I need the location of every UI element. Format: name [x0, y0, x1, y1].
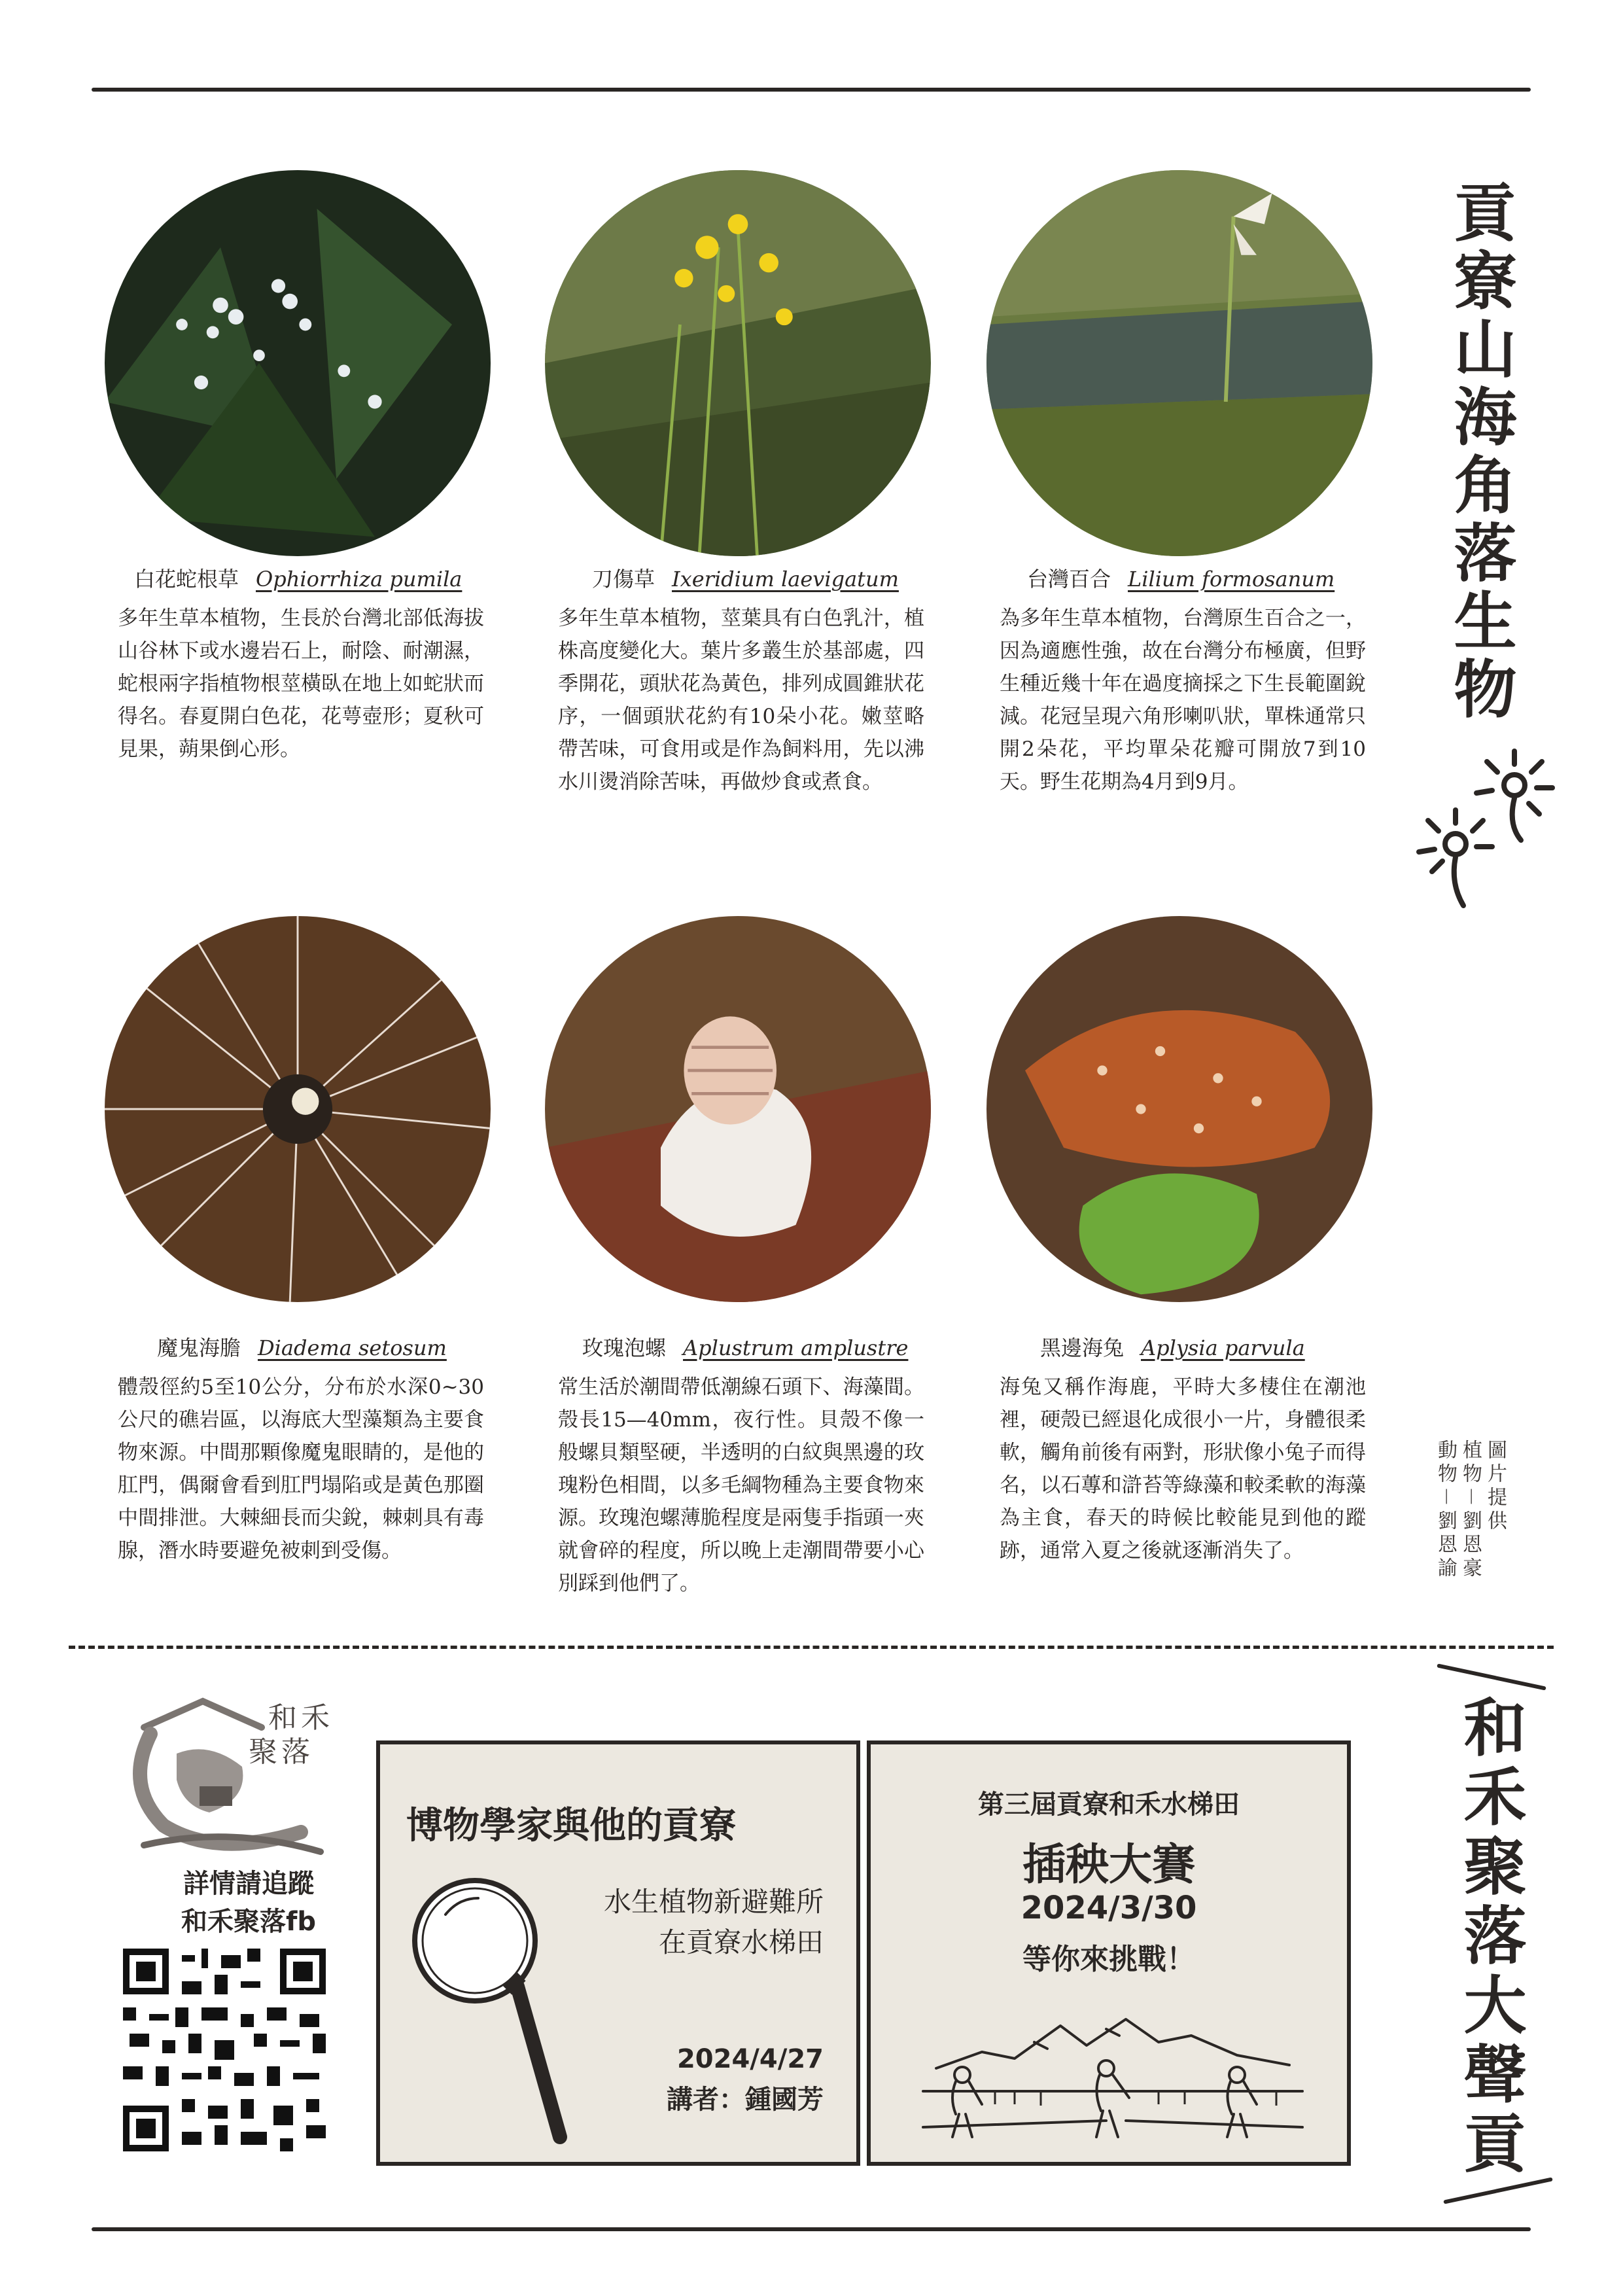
event2-date: 2024/3/30 — [1021, 1890, 1197, 1926]
flower-icon — [1416, 746, 1573, 916]
species-name-zh: 刀傷草 — [592, 567, 655, 592]
event1-speaker: 講者：鍾國芳 — [667, 2085, 824, 2115]
species-name-zh: 白花蛇根草 — [134, 567, 239, 592]
event1-details — [667, 2039, 824, 2120]
species-name-sci: Aplysia parvula — [1141, 1335, 1305, 1360]
desc-diadema: 體殼徑約5至10公分，分布於水深0~30公尺的礁岩區，以海底大型藻類為主要食物來源。中間那顆像魔鬼眼睛的，是他的肛門，偶爾會看到肛門塌陷或是黃色那圈中間排泄。大棘細長而尖銳，棘刺具有毒腺，潛水時要避免被刺到受傷。 — [118, 1375, 484, 1563]
event2-line1: 第三屆貢寮和禾水梯田 — [978, 1790, 1240, 1820]
desc-ophiorrhiza: 多年生草本植物，生長於台灣北部低海拔山谷林下或水邊岩石上，耐陰、耐潮濕，蛇根兩字指植物根莖橫臥在地上如蛇狀而得名。春夏開白色花，花萼壺形；夏秋可見果，蒴果倒心形。 — [118, 607, 484, 761]
desc-aplustrum: 常生活於潮間帶低潮線石頭下、海藻間。殼長15—40mm，夜行性。貝殼不像一般螺貝類堅硬，半透明的白紋與黑邊的玫瑰粉色相間，以多毛綱物種為主要食物來源。玫瑰泡螺薄脆程度是兩隻手指頭一夾就會碎的程度，所以晚上走潮間帶要小心別踩到他們了。 — [558, 1375, 924, 1595]
follow-line1: 詳情請追蹤 — [183, 1869, 314, 1899]
bottom-rule — [92, 2227, 1531, 2231]
photo-aplysia — [986, 916, 1372, 1302]
photo-ophiorrhiza — [105, 170, 491, 556]
caption-diadema — [157, 1332, 447, 1362]
qr-code[interactable] — [116, 1942, 332, 2158]
event2-line4: 等你來挑戰！ — [1022, 1943, 1195, 1976]
event1-sub2: 在貢寮水梯田 — [658, 1926, 824, 1958]
desc-aplysia: 海兔又稱作海鹿，平時大多棲住在潮池裡，硬殼已經退化成很小一片，身體很柔軟，觸角前後有兩對，形狀像小兔子而得名，以石蓴和滸苔等綠藻和較柔軟的海藻為主食，春天的時候比較能見到他的蹤跡，通常入夏之後就逐漸消失了。 — [1000, 1375, 1366, 1563]
photo-ixeridium — [545, 170, 931, 556]
rice-farming-illustration — [910, 2006, 1316, 2150]
species-name-zh: 黑邊海兔 — [1040, 1335, 1125, 1360]
follow-text — [164, 1865, 334, 1941]
event2-title: 插秧大賽 — [1022, 1839, 1195, 1890]
species-name-zh: 台灣百合 — [1027, 567, 1111, 592]
photo-credits — [1433, 1439, 1507, 1581]
logo-text-line1: 和禾 — [268, 1701, 334, 1735]
species-name-zh: 玫瑰泡螺 — [582, 1335, 667, 1360]
caption-ixeridium — [592, 563, 899, 593]
event-card-rice-planting[interactable] — [867, 1740, 1351, 2166]
caption-ophiorrhiza — [134, 563, 462, 593]
title-slash-top — [1437, 1663, 1546, 1690]
event1-subtitle — [604, 1882, 824, 1963]
section-title-news: 和禾聚落大聲貢 — [1454, 1695, 1527, 2180]
species-name-sci: Ophiorrhiza pumila — [256, 567, 462, 592]
magnifier-icon — [406, 1862, 570, 2150]
desc-lilium: 為多年生草本植物，台灣原生百合之一，因為適應性強，故在台灣分布極廣，但野生種近幾十年在過度摘採之下生長範圍銳減。花冠呈現六角形喇叭狀，單株通常只開2朵花，平均單朵花瓣可開放7到10天。野生花期為4月到9月。 — [1000, 607, 1366, 794]
species-name-sci: Diadema setosum — [258, 1335, 447, 1360]
top-rule — [92, 88, 1531, 92]
credits-animals: 動物－劉恩諭 — [1434, 1439, 1457, 1581]
event1-date: 2024/4/27 — [676, 2044, 824, 2074]
photo-lilium — [986, 170, 1372, 556]
species-name-sci: Ixeridium laevigatum — [672, 567, 899, 592]
section-divider — [69, 1646, 1554, 1649]
hehe-village-logo — [118, 1688, 366, 1871]
photo-diadema — [105, 916, 491, 1302]
event-card-naturalist[interactable] — [376, 1740, 860, 2166]
species-name-sci: Aplustrum amplustre — [683, 1335, 909, 1360]
photo-aplustrum — [545, 916, 931, 1302]
follow-line2: 和禾聚落fb — [181, 1907, 317, 1937]
credits-heading: 圖片提供 — [1484, 1439, 1507, 1534]
title-slash-bottom — [1443, 2177, 1553, 2204]
desc-ixeridium: 多年生草本植物，莖葉具有白色乳汁，植株高度變化大。葉片多叢生於基部處，四季開花，頭狀花為黃色，排列成圓錐狀花序，一個頭狀花約有10朵小花。嫩莖略帶苦味，可食用或是作為飼料用，先以沸水川燙消除苦味，再做炒食或煮食。 — [558, 607, 924, 794]
caption-lilium — [1027, 563, 1335, 593]
section-title-creatures: 貢寮山海角落生物 — [1444, 180, 1517, 724]
species-name-zh: 魔鬼海膽 — [157, 1335, 241, 1360]
caption-aplustrum — [582, 1332, 908, 1362]
logo-text-line2: 聚落 — [249, 1735, 314, 1769]
species-name-sci: Lilium formosanum — [1128, 567, 1335, 592]
credits-plants: 植物－劉恩豪 — [1459, 1439, 1482, 1581]
caption-aplysia — [1040, 1332, 1305, 1362]
event1-title: 博物學家與他的貢寮 — [406, 1805, 736, 1847]
event1-sub1: 水生植物新避難所 — [603, 1886, 824, 1918]
